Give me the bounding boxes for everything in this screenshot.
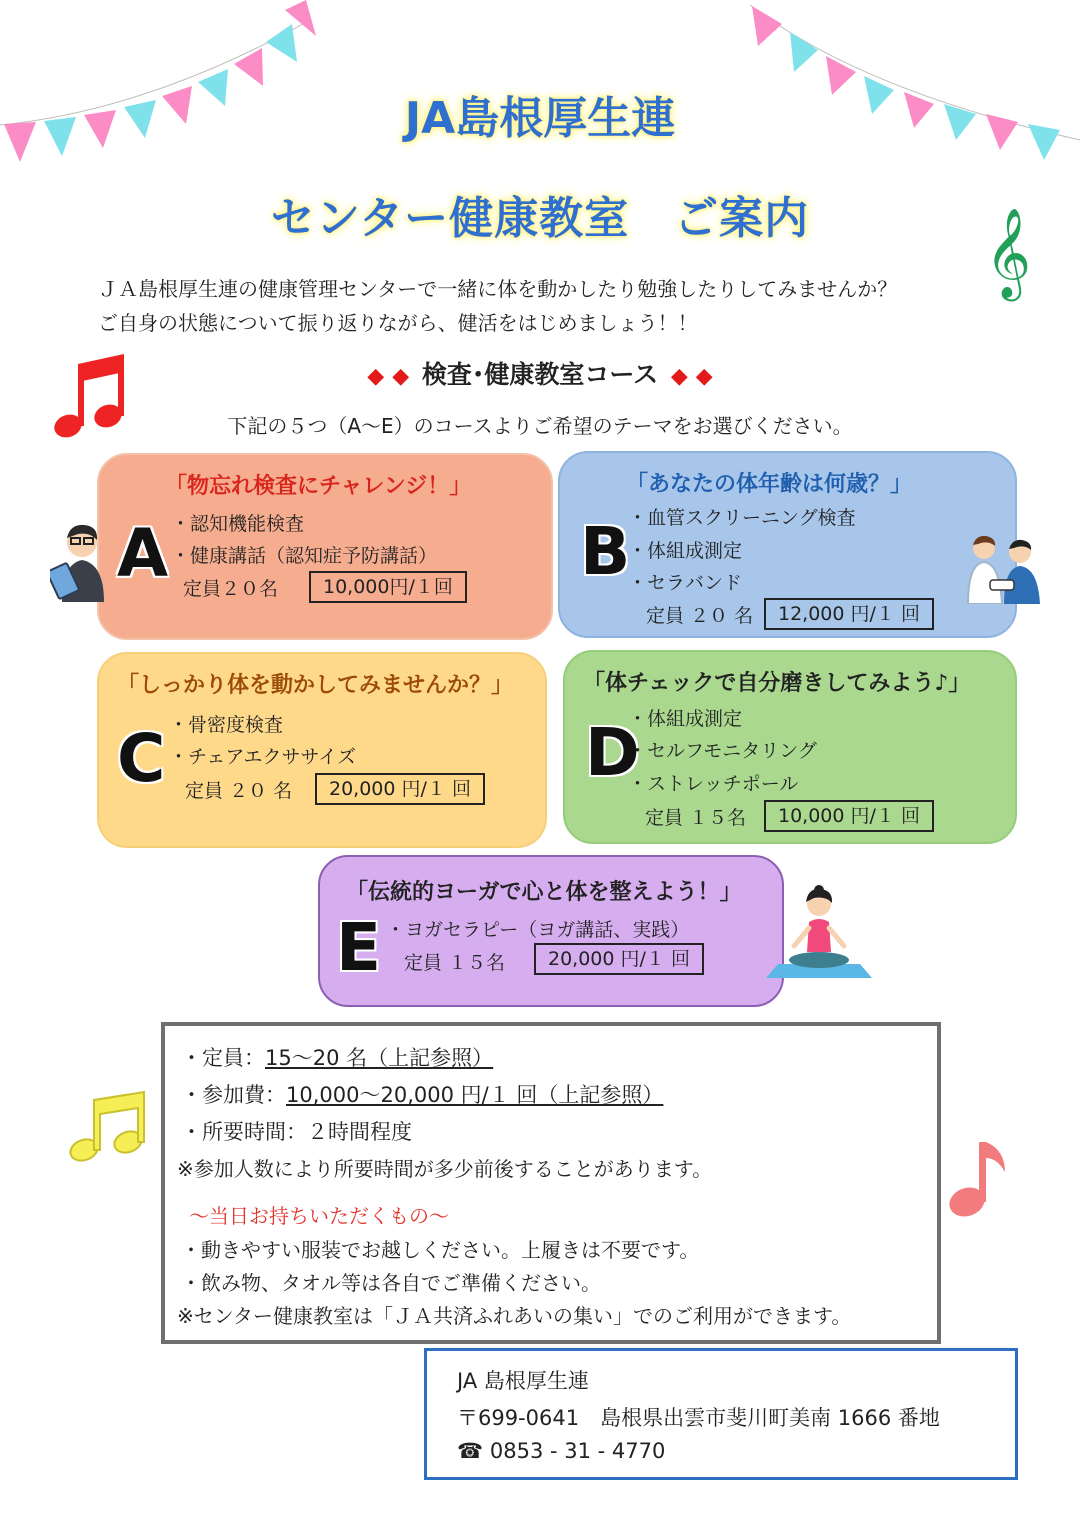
course-c-letter: C <box>117 720 166 797</box>
course-e-capacity: 定員 １５名 <box>404 952 506 974</box>
music-note-icon <box>68 1090 150 1164</box>
bring-heading: ～当日お持ちいただくもの～ <box>189 1204 449 1228</box>
person-tablet-illustration <box>50 520 106 602</box>
info-box <box>161 1022 941 1344</box>
course-c-item: ・骨密度検査 <box>169 714 284 736</box>
intro-line-1: ＪＡ島根厚生連の健康管理センターで一緒に体を動かしたり勉強したりしてみませんか？ <box>98 277 898 301</box>
bring-item-2: ・飲み物、タオル等は各自でご準備ください。 <box>181 1271 601 1295</box>
course-d-price: 10,000 円/１ 回 <box>764 800 934 832</box>
info-capacity <box>181 1042 493 1072</box>
course-card-b <box>558 451 1017 638</box>
info-fee <box>181 1079 663 1109</box>
course-card-a <box>97 453 553 640</box>
course-e-price: 20,000 円/１ 回 <box>534 943 704 975</box>
course-c-item: ・チェアエクササイズ <box>169 746 356 768</box>
bring-item-1: ・動きやすい服装でお越しください。上履きは不要です。 <box>181 1238 700 1262</box>
yoga-illustration <box>764 884 874 980</box>
course-d-item: ・体組成測定 <box>628 708 743 730</box>
course-a-item: ・健康講話（認知症予防講話） <box>171 545 438 567</box>
course-a-title: 「物忘れ検査にチャレンジ！」 <box>165 474 472 499</box>
course-a-letter: A <box>117 515 169 592</box>
music-note-icon <box>945 1136 1011 1220</box>
course-d-item: ・セルフモニタリング <box>628 740 817 762</box>
info-fee-value: 10,000～20,000 円/１ 回（上記参照） <box>286 1083 664 1107</box>
section-heading-text: 検査･健康教室コース <box>421 360 659 389</box>
contact-address: 〒699-0641 島根県出雲市斐川町美南 1666 番地 <box>457 1406 940 1430</box>
diamond-icon: ◆ <box>670 364 688 389</box>
course-a-price: 10,000円/１回 <box>309 571 467 603</box>
course-c-price: 20,000 円/１ 回 <box>315 773 485 805</box>
course-c-capacity: 定員 ２０ 名 <box>185 780 293 802</box>
contact-phone <box>457 1439 665 1463</box>
info-capacity-label: ・定員： <box>181 1046 265 1070</box>
section-subtitle: 下記の５つ（A～E）のコースよりご希望のテーマをお選びください。 <box>227 414 853 438</box>
course-c-title: 「しっかり体を動かしてみませんか？」 <box>117 673 514 698</box>
course-card-d <box>563 650 1017 844</box>
course-b-item: ・セラバンド <box>628 572 743 594</box>
course-b-title: 「あなたの体年齢は何歳？」 <box>626 472 913 497</box>
course-a-capacity: 定員２０名 <box>183 578 279 600</box>
course-e-title: 「伝統的ヨーガで心と体を整えよう！」 <box>346 880 742 905</box>
course-e-item: ・ヨガセラピー（ヨガ講話、実践） <box>386 919 690 941</box>
course-d-item: ・ストレッチポール <box>628 773 799 795</box>
course-b-item: ・血管スクリーニング検査 <box>628 507 856 529</box>
phone-icon: ☎ <box>457 1439 484 1463</box>
intro-line-2: ご自身の状態について振り返りながら、健活をはじめましょう！！ <box>98 311 698 335</box>
diamond-icon: ◆ <box>695 364 713 389</box>
intro-text <box>98 272 998 340</box>
title-org: JA島根厚生連 <box>404 93 676 144</box>
course-b-price: 12,000 円/１ 回 <box>764 598 934 630</box>
section-heading <box>0 355 1080 391</box>
info-duration: ・所要時間：２時間程度 <box>181 1120 412 1144</box>
nurse-patient-illustration <box>962 532 1044 604</box>
contact-box <box>424 1348 1018 1480</box>
course-d-title: 「体チェックで自分磨きしてみよう♪」 <box>583 671 971 696</box>
contact-phone-number: 0853 - 31 - 4770 <box>489 1439 666 1463</box>
diamond-icon: ◆ <box>367 364 385 389</box>
course-d-capacity: 定員 １５名 <box>645 807 747 829</box>
course-d-letter: D <box>585 714 640 791</box>
course-b-item: ・体組成測定 <box>628 540 743 562</box>
course-card-c <box>97 652 547 848</box>
diamond-icon: ◆ <box>392 364 410 389</box>
course-a-item: ・認知機能検査 <box>171 513 305 535</box>
course-card-e <box>318 855 784 1007</box>
info-note-2: ※センター健康教室は「ＪＡ共済ふれあいの集い」でのご利用ができます。 <box>177 1304 852 1328</box>
info-capacity-value: 15～20 名（上記参照） <box>265 1046 494 1070</box>
course-e-letter: E <box>336 909 382 986</box>
info-fee-label: ・参加費： <box>181 1083 286 1107</box>
course-b-capacity: 定員 ２０ 名 <box>646 605 754 627</box>
info-note-1: ※参加人数により所要時間が多少前後することがあります。 <box>177 1157 713 1181</box>
title-main: センター健康教室 ご案内 <box>270 193 810 244</box>
contact-org: JA 島根厚生連 <box>457 1369 589 1393</box>
course-b-letter: B <box>580 513 631 590</box>
treble-clef-icon: 𝄞 <box>985 208 1032 298</box>
